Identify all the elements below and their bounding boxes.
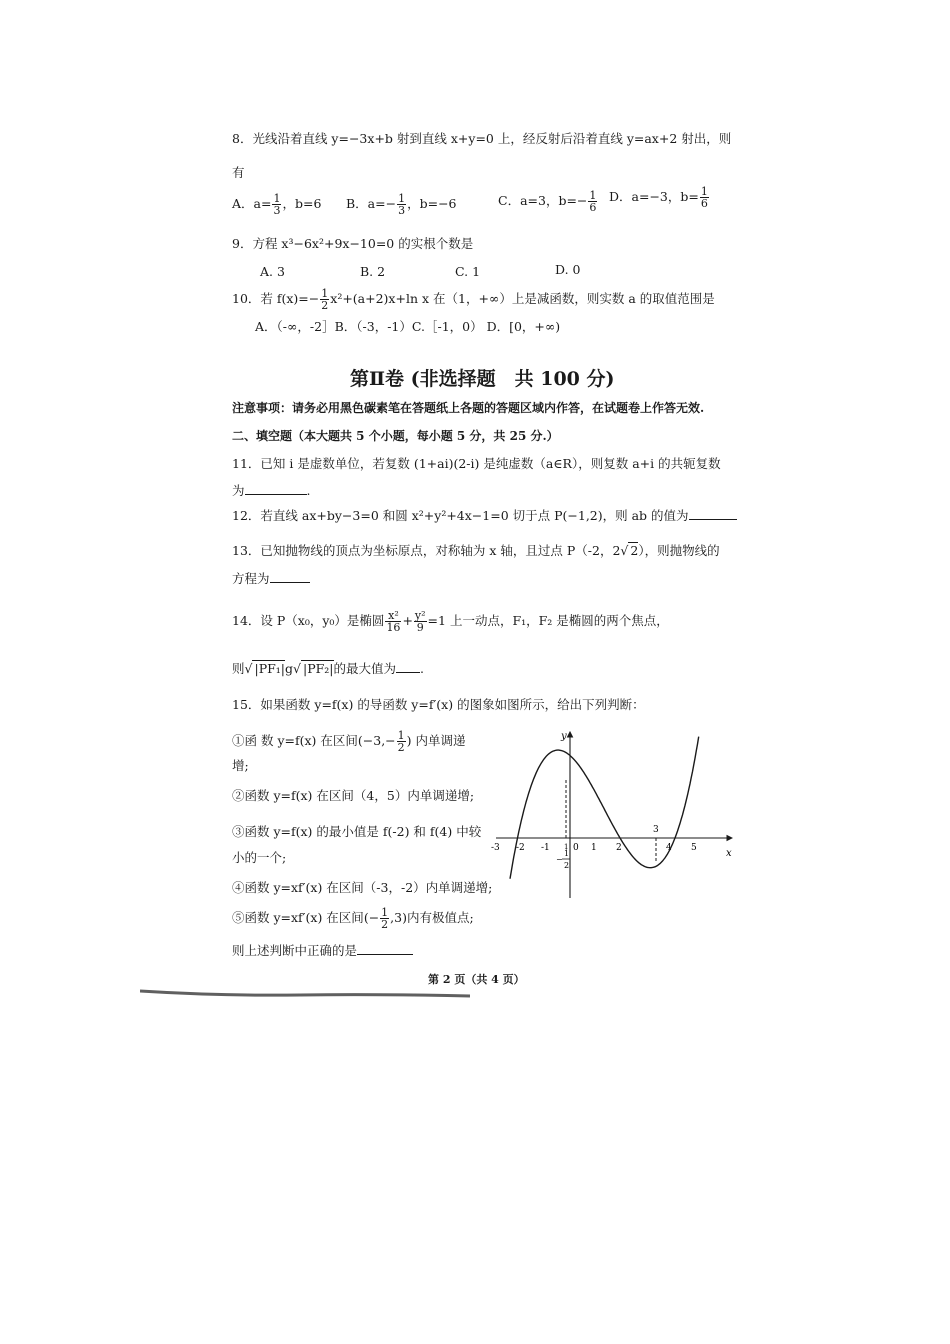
q13-line2: 方程为 xyxy=(232,570,310,587)
q15-stem: 15．如果函数 y=f(x) 的导函数 y=f′(x) 的图象如图所示，给出下列判断： xyxy=(232,697,645,712)
tick-label: 1 xyxy=(591,843,597,853)
q9-option-d: D. 0 xyxy=(555,262,581,277)
q15-judgement-3-line2: 小的一个; xyxy=(232,850,287,865)
q15-answer-blank[interactable] xyxy=(357,942,413,955)
tick-label: 4 xyxy=(666,843,672,853)
q8-stem-line1: 8．光线沿着直线 y=−3x+b 射到直线 x+y=0 上，经反射后沿着直线 y=ax+2 射出，则 xyxy=(232,131,732,146)
q12-text: 12．若直线 ax+by−3=0 和圆 x²+y²+4x−1=0 切于点 P(−1,2)，则 ab 的值为 xyxy=(232,507,737,524)
q8-option-a: A．a= $\frac{1}{3}$ ，b=6 xyxy=(232,192,322,217)
q9-option-b: B. 2 xyxy=(360,264,386,279)
q15-judgement-1: ①函 数 y=f(x) 在区间(−3,− $\frac{1}{2}$ ) 内单调递 xyxy=(232,729,466,754)
q11-line1: 11．已知 i 是虚数单位，若复数 (1+ai)(2-i) 是纯虚数（a∈R），则复数 a+i 的共轭复数 xyxy=(232,456,721,471)
q15-judgement-2: ②函数 y=f(x) 在区间（4，5）内单调递增; xyxy=(232,788,475,803)
q15-judgement-4: ④函数 y=xf′(x) 在区间（-3，-2）内单调递增; xyxy=(232,880,493,895)
tick-labels xyxy=(491,843,697,853)
derivative-graph xyxy=(488,726,738,906)
q15-judgement-5: ⑤函数 y=xf′(x) 在区间(− $\frac{1}{2}$ ,3)内有极值点; xyxy=(232,906,474,931)
q10-stem: 10．若 f(x)=− $\frac{1}{2}$ x²+(a+2)x+ln x 在（1，+∞）上是减函数，则实数 a 的取值范围是 xyxy=(232,287,715,312)
q9-option-c: C. 1 xyxy=(455,264,481,279)
three-label: 3 xyxy=(653,825,659,835)
q15-judgement-1-line2: 增; xyxy=(232,758,249,773)
q14-answer-blank[interactable] xyxy=(396,660,420,673)
q10-options: A．（-∞，-2］B．（-3，-1）C.［-1，0） D．[0，+∞) xyxy=(255,319,561,334)
q12-answer-blank[interactable] xyxy=(689,507,737,520)
q14-line2: 则√ |PF₁|g√ |PF₂|的最大值为 . xyxy=(232,661,425,676)
tick-label: 2 xyxy=(616,843,622,853)
page-footer: 第 2 页（共 4 页） xyxy=(428,973,525,986)
half-label-top: 1 xyxy=(564,843,569,851)
tick-label: -1 xyxy=(541,843,550,853)
neg-half-minus: − xyxy=(556,855,563,864)
q14-line1: 14．设 P（x₀，y₀）是椭圆 $\frac{\text{x²}}{16}$ + $\frac{\text{y²}}{9}$ =1 上一动点，F₁，F₂ 是椭圆的两个焦点， xyxy=(232,609,669,634)
origin-label: 0 xyxy=(573,843,579,853)
q13-line1: 13．已知抛物线的顶点为坐标原点，对称轴为 x 轴，且过点 P（-2，2√ 2），则抛物线的 xyxy=(232,543,720,558)
q8-option-b: B．a=− $\frac{1}{3}$ ，b=−6 xyxy=(346,192,457,217)
q11-line2: 为 . xyxy=(232,483,311,498)
q8-option-c: C．a=3，b=− $\frac{1}{6}$ xyxy=(498,189,597,214)
neg-half-denominator: 2 xyxy=(564,861,570,870)
q15-judgement-3-line1: ③函数 y=f(x) 的最小值是 f(-2) 和 f(4) 中较 xyxy=(232,824,482,839)
q9-option-a: A. 3 xyxy=(260,264,285,279)
neg-half-numerator: 1 xyxy=(564,849,570,858)
q8-stem-line2: 有 xyxy=(232,165,245,180)
section-2-title: 第Ⅱ卷 (非选择题 共 100 分) xyxy=(350,368,615,390)
q8-option-d: D．a=−3，b= $\frac{1}{6}$ xyxy=(609,185,708,210)
part-heading: 二、填空题（本大题共 5 个小题，每小题 5 分，共 25 分.） xyxy=(232,429,559,443)
q11-answer-blank[interactable] xyxy=(245,482,307,495)
q13-answer-blank[interactable] xyxy=(270,570,310,583)
x-axis-label: x xyxy=(726,848,732,859)
q9-stem: 9．方程 x³−6x²+9x−10=0 的实根个数是 xyxy=(232,236,474,251)
derivative-curve xyxy=(510,737,699,879)
y-axis-label: y xyxy=(561,731,567,742)
tick-label: -3 xyxy=(491,843,500,853)
scan-smudge xyxy=(140,988,470,998)
q15-conclusion: 则上述判断中正确的是 xyxy=(232,942,413,959)
tick-label: 5 xyxy=(691,843,697,853)
notice: 注意事项：请务必用黑色碳素笔在答题纸上各题的答题区域内作答，在试题卷上作答无效. xyxy=(232,401,705,415)
tick-label: -2 xyxy=(516,843,525,853)
